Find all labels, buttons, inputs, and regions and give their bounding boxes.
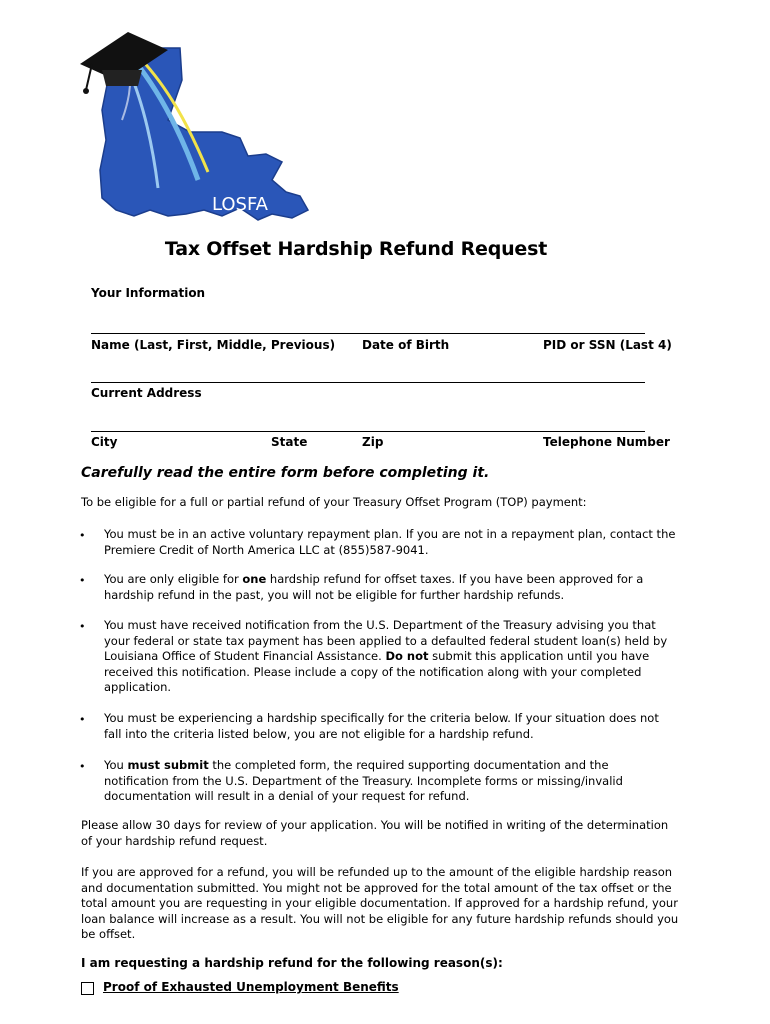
pid-label: PID or SSN (Last 4) [543,338,672,352]
dob-label: Date of Birth [362,338,450,352]
instructions-heading: Carefully read the entire form before completing it. [81,465,490,481]
unemployment-reason-label[interactable]: Proof of Exhausted Unemployment Benefits [103,980,399,994]
name-line [91,333,645,334]
bullet-marker: • [79,713,86,726]
page-title: Tax Offset Hardship Refund Request [164,238,548,260]
review-paragraph: Please allow 30 days for review of your application. You will be notified in writing of the determination of your hardship refund request. [81,818,669,848]
name-label: Name (Last, First, Middle, Previous) [91,338,336,352]
bullet-treasury-notification: You must have received notification from the U.S. Department of the Treasury advising you that your federal or state tax payment has been applied to a defaulted federal student loan(s) held by Louisiana Office of Student Financial Assistance. Do not submit this application until you have received this notification. Please include a copy of the notification along with your completed application. [104,618,668,694]
bullet-marker: • [79,529,86,542]
svg-text:LOSFA: LOSFA [212,194,268,215]
bullet-marker: • [79,760,86,773]
zip-label: Zip [362,435,384,449]
bullet-one-refund: You are only eligible for one hardship refund for offset taxes. If you have been approved for a hardship refund in the past, you will not be eligible for further hardship refunds. [104,572,644,602]
bullet-marker: • [79,620,86,633]
address-line [91,382,645,383]
bullet-hardship-criteria: You must be experiencing a hardship specifically for the criteria below. If your situation does not fall into the criteria listed below, you are not eligible for a hardship refund. [104,711,659,741]
losfa-logo [72,20,334,230]
bullet-marker: • [79,574,86,587]
telephone-label: Telephone Number [543,435,670,449]
address-label: Current Address [91,386,202,400]
bullet-repayment-plan: You must be in an active voluntary repayment plan. If you are not in a repayment plan, contact the Premiere Credit of North America LLC at (855)587-9041. [104,527,676,557]
city-line [91,431,645,432]
intro-text: To be eligible for a full or partial refund of your Treasury Offset Program (TOP) payment: [81,495,587,509]
unemployment-checkbox[interactable] [81,982,94,995]
city-label: City [91,435,118,449]
state-label: State [271,435,308,449]
bullet-must-submit: You must submit the completed form, the required supporting documentation and the notification from the U.S. Department of the Treasury. Incomplete forms or missing/invalid documentation will result in a denial of your request for refund. [104,758,623,803]
request-reasons-heading: I am requesting a hardship refund for the following reason(s): [81,956,503,970]
approval-paragraph: If you are approved for a refund, you will be refunded up to the amount of the eligible hardship reason and documentation submitted. You might not be approved for the total amount of the tax offset or the total amount you are requesting in your eligible documentation. If approved for a hardship refund, your loan balance will increase as a result. You will not be eligible for any future hardship refunds should you be offset. [81,865,679,941]
your-information-label: Your Information [91,286,206,300]
